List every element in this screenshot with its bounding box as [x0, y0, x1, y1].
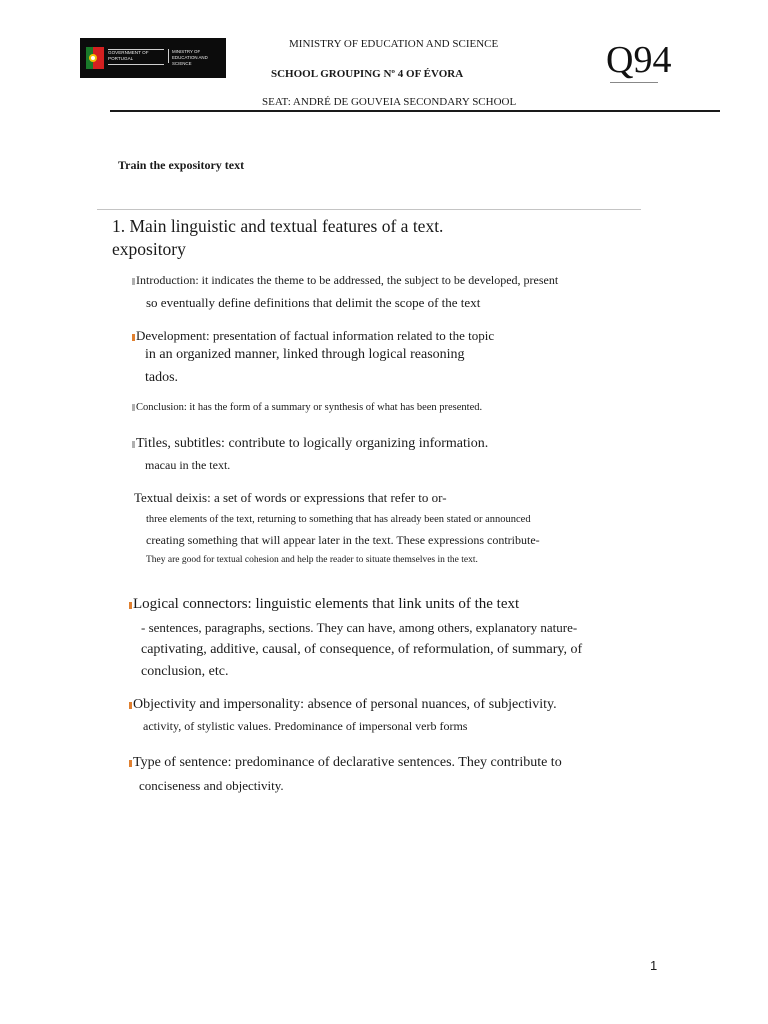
deixis-continued: three elements of the text, returning to something that has already been stated or announced	[146, 514, 531, 525]
code-underline	[610, 82, 658, 83]
titles-item: Titles, subtitles: contribute to logically organizing information.	[132, 436, 488, 452]
connectors-continued-3: conclusion, etc.	[141, 664, 229, 679]
section-title: 1. Main linguistic and textual features of a text.	[112, 216, 444, 236]
logo-ministry-text: MINISTRY OF EDUCATION AND SCIENCE	[168, 49, 224, 63]
titles-continued: macau in the text.	[145, 458, 231, 472]
logo-government-text: GOVERNMENT OF PORTUGAL	[108, 49, 164, 65]
page-number: 1	[650, 958, 658, 973]
school-seat: SEAT: ANDRÉ DE GOUVEIA SECONDARY SCHOOL	[262, 96, 517, 108]
deixis-continued-2: creating something that will appear later in the text. These expressions contribute-	[146, 533, 540, 547]
introduction-continued: so eventually define definitions that delimit the scope of the text	[146, 295, 481, 310]
objectivity-item: Objectivity and impersonality: absence of personal nuances, of subjectivity.	[129, 697, 557, 713]
introduction-item: Introduction: it indicates the theme to be addressed, the subject to be developed, present	[132, 273, 558, 288]
bullet-icon	[132, 334, 135, 341]
deixis-item: Textual deixis: a set of words or expressions that refer to or-	[134, 490, 447, 505]
document-code: Q94	[606, 39, 672, 81]
bullet-icon	[132, 404, 135, 411]
development-item: Development: presentation of factual information related to the topic	[132, 328, 494, 344]
section-title-continued: expository	[112, 239, 186, 259]
portugal-flag-icon	[86, 45, 104, 71]
sentence-item: Type of sentence: predominance of declarative sentences. They contribute to	[129, 755, 562, 771]
connectors-continued-2: captivating, additive, causal, of consequence, of reformulation, of summary, of	[141, 642, 583, 657]
header-divider	[110, 110, 720, 112]
sentence-continued: conciseness and objectivity.	[139, 778, 284, 793]
ministry-title: MINISTRY OF EDUCATION AND SCIENCE	[289, 38, 499, 50]
connectors-item: Logical connectors: linguistic elements that link units of the text	[129, 596, 519, 613]
school-grouping: SCHOOL GROUPING Nº 4 OF ÉVORA	[271, 68, 464, 80]
objectivity-continued: activity, of stylistic values. Predominance of impersonal verb forms	[143, 719, 468, 733]
bullet-icon	[129, 702, 132, 709]
connectors-continued: - sentences, paragraphs, sections. They can have, among others, explanatory nature-	[141, 620, 578, 635]
development-continued-2: tados.	[145, 370, 179, 385]
bullet-icon	[132, 441, 135, 448]
bullet-icon	[129, 760, 132, 767]
deixis-continued-3: They are good for textual cohesion and help the reader to situate themselves in the text.	[146, 555, 478, 565]
page-heading: Train the expository text	[118, 158, 245, 172]
bullet-icon	[129, 602, 132, 609]
bullet-icon	[132, 278, 135, 285]
development-continued: in an organized manner, linked through logical reasoning	[145, 347, 465, 362]
section-divider	[97, 209, 641, 210]
ministry-logo	[80, 38, 226, 78]
conclusion-item: Conclusion: it has the form of a summary or synthesis of what has been presented.	[132, 402, 482, 413]
